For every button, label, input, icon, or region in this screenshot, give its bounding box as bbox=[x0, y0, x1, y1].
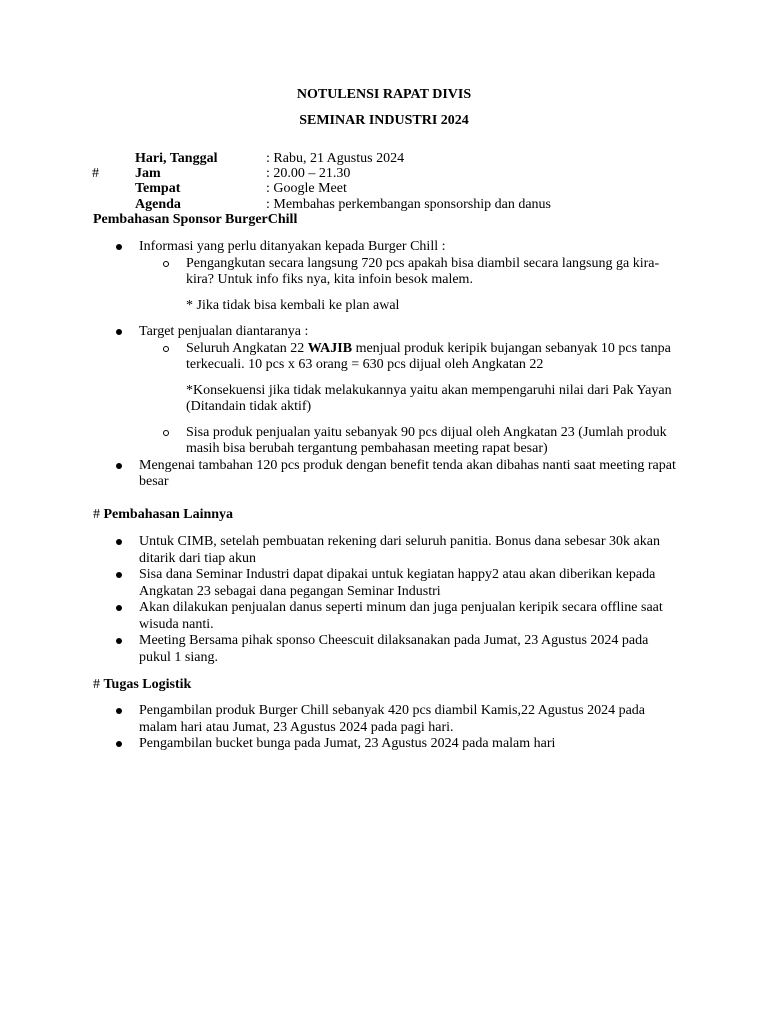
text-part: menjual produk keripik bujangan sebanyak 10 pcs tanpa terkecuali. 10 pcs x 63 orang = 630 pcs dijual oleh Angkatan 22 bbox=[186, 340, 671, 372]
section-heading-text: Pembahasan Lainnya bbox=[103, 507, 234, 522]
section-heading-other bbox=[93, 507, 233, 524]
section-heading-logistics bbox=[93, 677, 191, 694]
sub-list bbox=[139, 256, 683, 289]
info-value: : Membahas perkembangan sponsorship dan danus bbox=[266, 197, 551, 212]
sub-list-item-text: Pengangkutan secara langsung 720 pcs apakah bisa diambil secara langsung ga kira-kira? Untuk info fiks nya, kita infoin besok malem. bbox=[186, 255, 660, 287]
info-value: : Google Meet bbox=[266, 181, 347, 196]
document-title: NOTULENSI RAPAT DIVIS bbox=[296, 87, 472, 102]
hash-mark: # bbox=[93, 677, 104, 692]
document-subtitle: SEMINAR INDUSTRI 2024 bbox=[299, 113, 469, 128]
text-part: Seluruh Angkatan 22 bbox=[186, 340, 308, 356]
sub-list-item bbox=[139, 341, 683, 374]
info-row-time bbox=[0, 166, 768, 182]
list-item: Untuk CIMB, setelah pembuatan rekening dari seluruh panitia. Bonus dana sebesar 30k akan ditarik dari tiap akun bbox=[93, 534, 683, 567]
sub-note: * Jika tidak bisa kembali ke plan awal bbox=[186, 297, 400, 313]
list-item bbox=[93, 458, 683, 491]
list-item bbox=[93, 239, 683, 314]
list-item: Pengambilan bucket bunga pada Jumat, 23 Agustus 2024 pada malam hari bbox=[93, 736, 683, 753]
info-hash-mark: # bbox=[92, 166, 99, 181]
sub-list bbox=[139, 425, 683, 458]
list-item bbox=[93, 324, 683, 458]
sub-list-item-text: Sisa produk penjualan yaitu sebanyak 90 pcs dijual oleh Angkatan 23 (Jumlah produk masih bisa berubah tergantung pembahasan meeting rapat besar) bbox=[186, 424, 667, 456]
section-heading-text: Tugas Logistik bbox=[103, 677, 192, 692]
info-label: Tempat bbox=[135, 181, 181, 196]
hash-mark: # bbox=[93, 507, 104, 522]
sub-note: *Konsekuensi jika tidak melakukannya yaitu akan mempengaruhi nilai dari Pak Yayan (Ditandain tidak aktif) bbox=[186, 382, 672, 414]
list-item-text: Informasi yang perlu ditanyakan kepada Burger Chill : bbox=[139, 239, 446, 254]
list-item-text: Mengenai tambahan 120 pcs produk dengan benefit tenda akan dibahas nanti saat meeting rapat besar bbox=[139, 457, 676, 489]
sub-list bbox=[139, 341, 683, 374]
info-row-agenda bbox=[0, 197, 768, 213]
sub-list-item-text bbox=[186, 341, 683, 374]
other-list bbox=[93, 534, 683, 666]
list-item: Meeting Bersama pihak sponso Cheescuit dilaksanakan pada Jumat, 23 Agustus 2024 pada pukul 1 siang. bbox=[93, 633, 683, 666]
list-item-text: Target penjualan diantaranya : bbox=[139, 324, 309, 339]
sponsor-list bbox=[93, 239, 683, 491]
info-label: Hari, Tanggal bbox=[135, 151, 218, 166]
sub-list-item bbox=[139, 256, 683, 289]
section-heading-text: Pembahasan Sponsor BurgerChill bbox=[93, 212, 298, 227]
info-label: Jam bbox=[135, 166, 161, 181]
info-value: : 20.00 – 21.30 bbox=[266, 166, 351, 181]
list-item: Pengambilan produk Burger Chill sebanyak 420 pcs diambil Kamis,22 Agustus 2024 pada malam hari atau Jumat, 23 Agustus 2024 pada pagi hari. bbox=[93, 703, 683, 736]
info-label: Agenda bbox=[135, 197, 181, 212]
info-row-place bbox=[0, 181, 768, 197]
emphasis-text: WAJIB bbox=[307, 340, 353, 356]
list-item: Sisa dana Seminar Industri dapat dipakai untuk kegiatan happy2 atau akan diberikan kepada Angkatan 23 sebagai dana pegangan Seminar Industri bbox=[93, 567, 683, 600]
logistics-list bbox=[93, 703, 683, 753]
sub-list-item bbox=[139, 425, 683, 458]
section-heading-sponsor bbox=[93, 212, 297, 229]
list-item: Akan dilakukan penjualan danus seperti minum dan juga penjualan keripik secara offline saat wisuda nanti. bbox=[93, 600, 683, 633]
info-value: : Rabu, 21 Agustus 2024 bbox=[266, 151, 405, 166]
info-row-date bbox=[0, 151, 768, 167]
